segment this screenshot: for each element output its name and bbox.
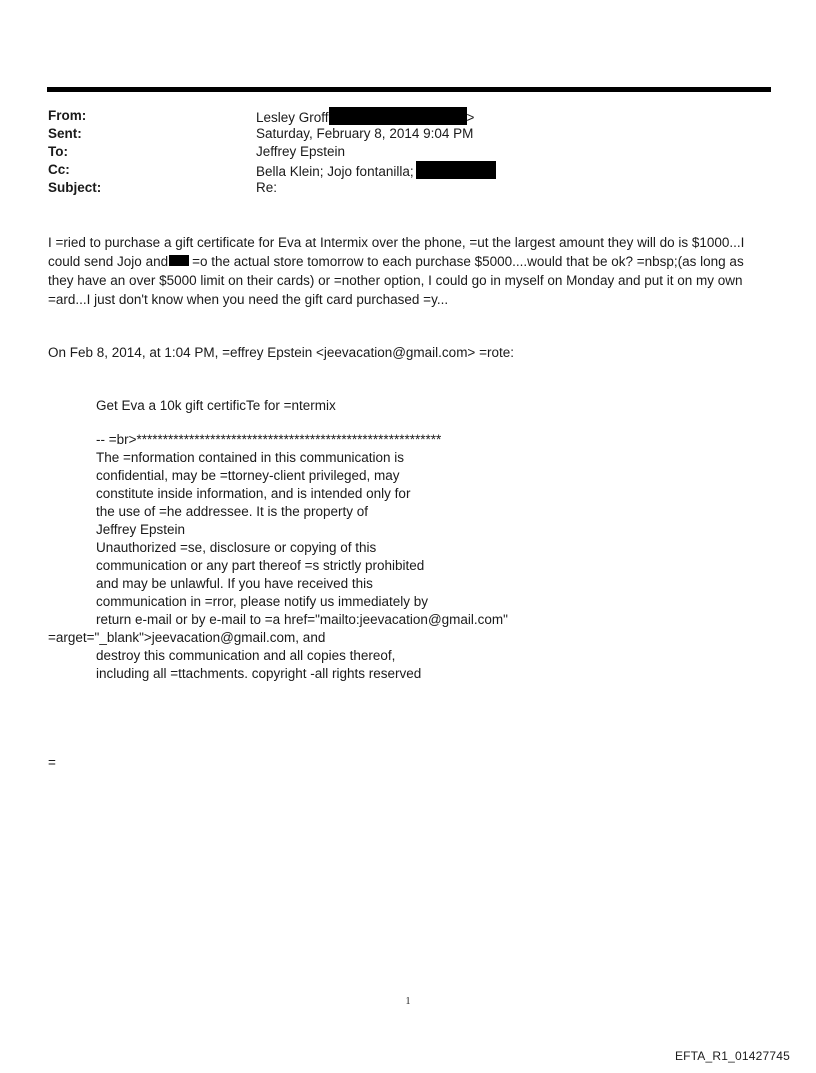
quote-intro: On Feb 8, 2014, at 1:04 PM, =effrey Epstein <jeevacation@gmail.com> =rote:: [48, 345, 514, 360]
sent-label: Sent:: [48, 126, 82, 141]
to-label: To:: [48, 144, 68, 159]
document-id: EFTA_R1_01427745: [674, 1049, 790, 1063]
body-line: could send Jojo and =o the actual store tomorrow to each purchase $5000....would that be ok? =nbsp;(as long as: [48, 254, 744, 269]
signature-separator: -- =br>**********************************************************: [96, 432, 442, 447]
disclaimer-line: destroy this communication and all copies thereof,: [96, 648, 396, 663]
disclaimer-line: constitute inside information, and is intended only for: [96, 486, 411, 501]
disclaimer-line: =arget="_blank">jeevacation@gmail.com, and: [48, 630, 326, 645]
subject-label: Subject:: [48, 180, 102, 195]
cc-value: Bella Klein; Jojo fontanilla;: [256, 161, 496, 181]
disclaimer-line: communication or any part thereof =s strictly prohibited: [96, 558, 425, 573]
disclaimer-line: confidential, may be =ttorney-client privileged, may: [96, 468, 400, 483]
disclaimer-line: The =nformation contained in this communication is: [96, 450, 405, 465]
disclaimer-line: Unauthorized =se, disclosure or copying of this: [96, 540, 377, 555]
disclaimer-line: Jeffrey Epstein: [96, 522, 186, 537]
disclaimer-line: including all =ttachments. copyright -all rights reserved: [96, 666, 422, 681]
redaction-block: [169, 255, 189, 266]
redaction-block: [416, 161, 496, 179]
disclaimer-line: and may be unlawful. If you have received this: [96, 576, 373, 591]
disclaimer-line: the use of =he addressee. It is the property of: [96, 504, 369, 519]
cc-label: Cc:: [48, 162, 70, 177]
disclaimer-line: return e-mail or by e-mail to =a href="mailto:jeevacation@gmail.com": [96, 612, 508, 627]
to-value: Jeffrey Epstein: [256, 144, 346, 159]
body-line: I =ried to purchase a gift certificate for Eva at Intermix over the phone, =ut the largest amount they will do is $1000...I: [48, 235, 745, 250]
sent-value: Saturday, February 8, 2014 9:04 PM: [256, 126, 474, 141]
subject-value: Re:: [256, 180, 278, 195]
trailing-equals: =: [48, 755, 56, 770]
body-line: =ard...I just don't know when you need the gift card purchased =y...: [48, 292, 449, 307]
header-divider: [47, 87, 771, 92]
disclaimer-line: communication in =rror, please notify us immediately by: [96, 594, 429, 609]
page-number: 1: [405, 996, 411, 1007]
redaction-block: [329, 107, 467, 125]
from-value: Lesley Groff >: [256, 107, 474, 127]
quoted-message: Get Eva a 10k gift certificTe for =ntermix: [96, 398, 336, 413]
from-label: From:: [48, 108, 87, 123]
body-line: they have an over $5000 limit on their cards) or =nother option, I could go in myself on Monday and put it on my own: [48, 273, 743, 288]
